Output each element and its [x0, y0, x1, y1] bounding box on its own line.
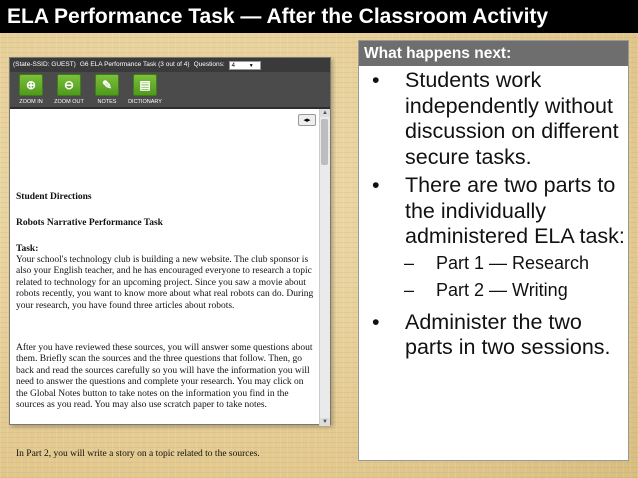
dash-icon: – [404, 279, 415, 300]
bullet-item [359, 68, 630, 170]
bullet-icon: • [372, 309, 380, 334]
scroll-up-icon[interactable]: ▲ [320, 109, 330, 117]
task-paragraph-1: Your school's technology club is building a new website. The club sponsor is also your English teacher, and he has encouraged everyone to research a topic related to technology for an upcoming project. Since you saw a movie about robots recently, you want to know more about what real robots can do. During your research, you have found three articles about robots. [16, 255, 314, 311]
task-heading: Task: [16, 244, 39, 254]
notes-button[interactable] [88, 72, 126, 107]
slide-title: ELA Performance Task — After the Classroom Activity [0, 0, 638, 33]
panel-header: What happens next: [359, 41, 628, 66]
toolbar [10, 72, 330, 109]
bullet-text: Administer the two parts in two sessions. [405, 309, 611, 359]
task-paragraph-3: In Part 2, you will write a story on a topic related to the sources. [16, 449, 260, 459]
zoom-in-icon: ⊕ [19, 74, 43, 96]
sub-item [359, 250, 630, 277]
zoom-in-button[interactable] [12, 72, 50, 107]
zoom-out-button[interactable] [50, 72, 88, 107]
test-app-window [9, 57, 331, 459]
task-paragraph-2: After you have reviewed these sources, you will answer some questions about them. Briefly scan the sources and the three questions that follow. Then, go back and read the sources carefully so you will have the information you will need to answer the questions and complete your research. You may click on the Global Notes button to take notes on the information you find in the sources as you read. You may also use scratch paper to take notes. [16, 343, 313, 411]
bullet-item [359, 173, 630, 250]
caret-down-icon: ▼ [248, 62, 254, 69]
zoom-in-label: ZOOM IN [19, 99, 43, 105]
bullet-icon: • [372, 68, 380, 92]
dictionary-icon: ▤ [133, 74, 157, 96]
notes-icon: ✎ [95, 74, 119, 96]
ssid-label: (State-SSID: GUEST) [13, 61, 76, 68]
scroll-down-icon[interactable]: ▼ [320, 418, 330, 426]
student-directions-heading: Student Directions [16, 192, 92, 202]
task-name-heading: Robots Narrative Performance Task [16, 218, 163, 228]
bullet-text: There are two parts to the individually administered ELA task: [405, 173, 625, 248]
dash-icon: – [404, 252, 415, 273]
notes-label: NOTES [97, 99, 117, 105]
zoom-out-label: ZOOM OUT [54, 99, 84, 105]
bullet-item [359, 310, 630, 361]
what-happens-next-panel [358, 40, 629, 461]
expand-icon[interactable]: ◂▸ [298, 114, 316, 126]
scroll-thumb[interactable] [321, 119, 328, 165]
zoom-out-icon: ⊖ [57, 74, 81, 96]
dictionary-label: DICTIONARY [128, 99, 162, 105]
dictionary-button[interactable] [126, 72, 164, 107]
app-header [10, 58, 330, 72]
bullet-text: Students work independently without discussion on different secure tasks. [405, 68, 619, 169]
bullet-list [359, 66, 630, 361]
test-name-label: G6 ELA Performance Task (3 out of 4) [79, 61, 190, 68]
sub-item [359, 277, 630, 304]
content-scrollbar[interactable] [319, 109, 330, 426]
sub-item-text: Part 2 — Writing [436, 279, 568, 300]
question-select-value: 4 [231, 62, 235, 69]
bullet-icon: • [372, 173, 380, 197]
question-select[interactable] [229, 61, 261, 70]
questions-label: Questions: [193, 61, 225, 68]
passage-content [10, 109, 320, 459]
sub-item-text: Part 1 — Research [436, 252, 590, 273]
